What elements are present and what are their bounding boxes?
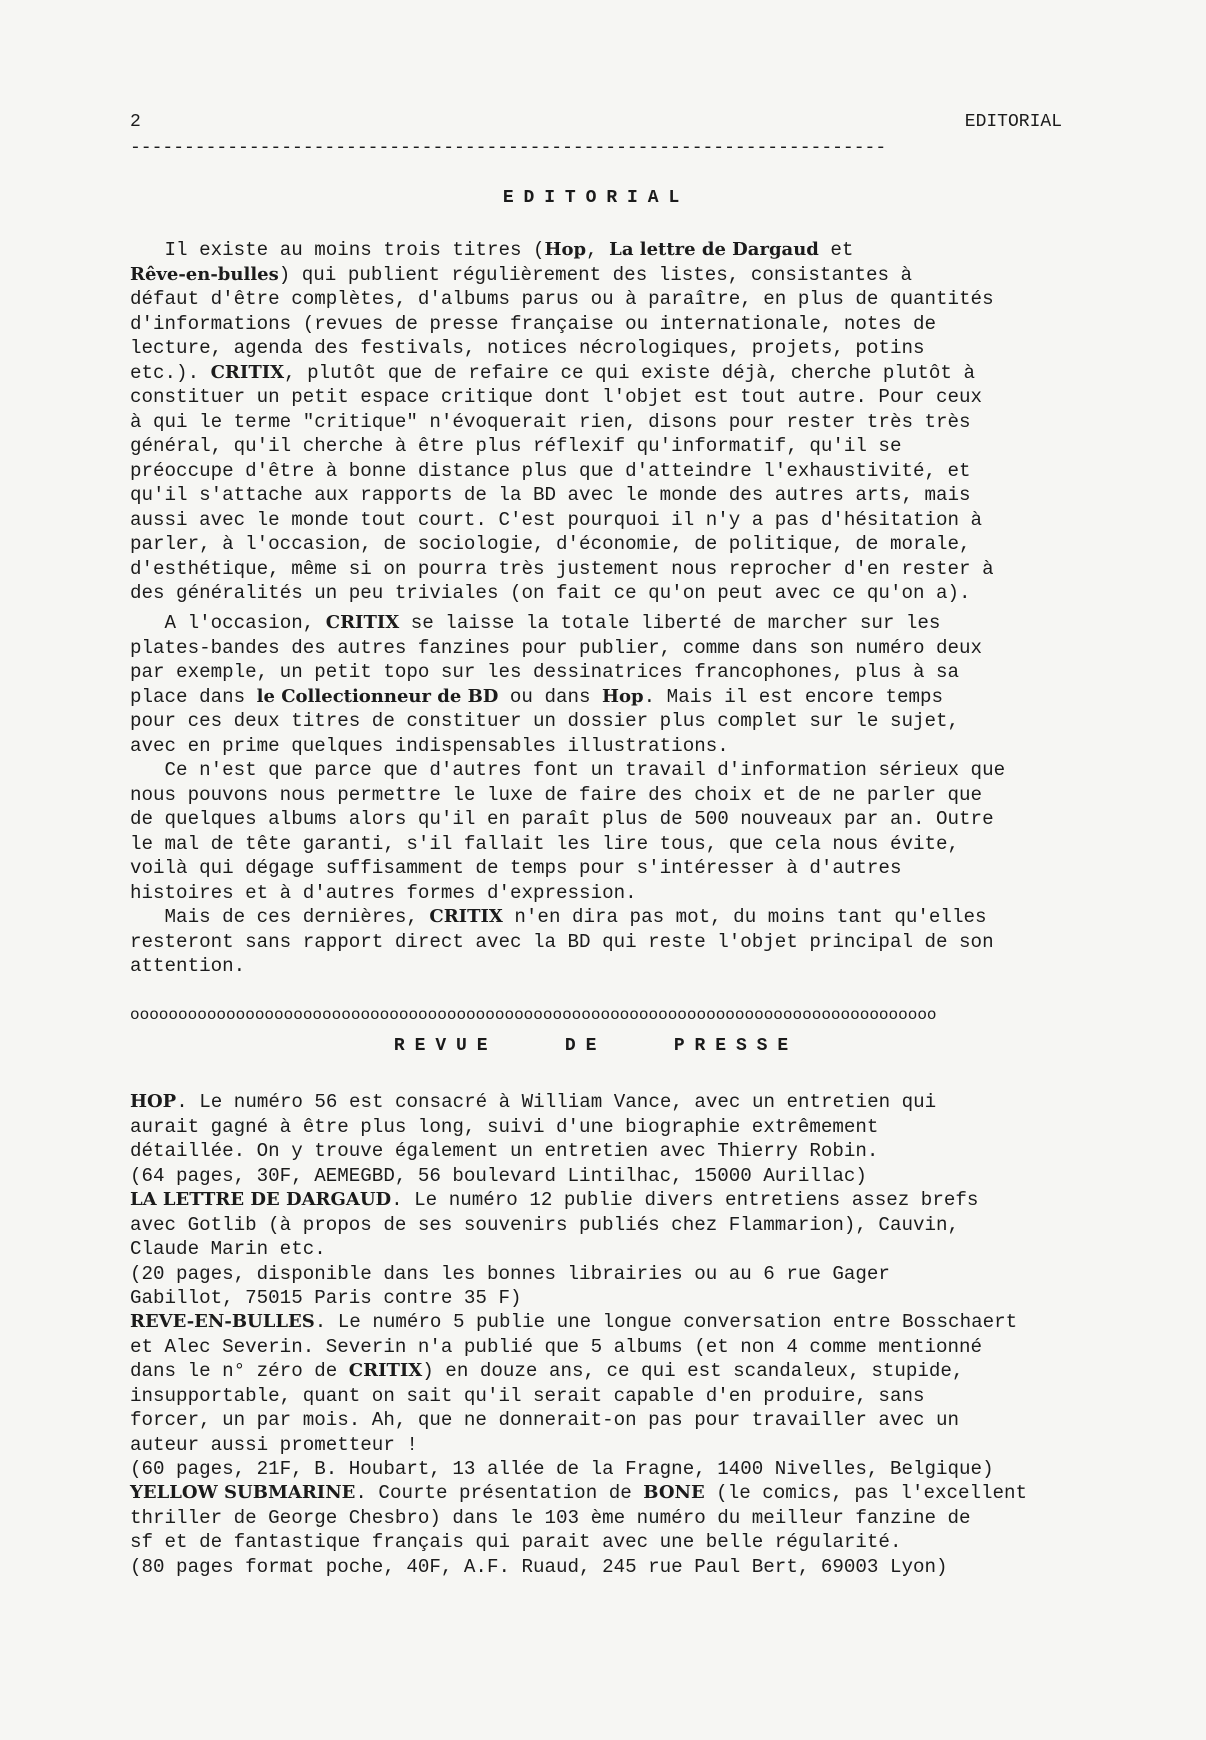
- press-review-entry: LA LETTRE DE DARGAUD. Le numéro 12 publie divers entretiens assez brefs avec Gotlib (à propos de ses souvenirs publiés chez Flammarion), Cauvin, Claude Marin etc. (20 pages, disponible dans les bonnes librairies ou au 6 rue Gager Gabillot, 75015 Paris contre 35 F): [130, 1189, 979, 1309]
- bold-title: YELLOW SUBMARINE: [130, 1482, 356, 1503]
- page-number: 2: [130, 112, 141, 132]
- page-header: [130, 112, 1062, 136]
- bold-title: BONE: [643, 1482, 705, 1503]
- section-title: EDITORIAL: [964, 112, 1062, 132]
- bold-title: CRITIX: [429, 906, 503, 927]
- bold-title: REVE-EN-BULLES: [130, 1311, 315, 1332]
- bold-title: Rêve-en-bulles: [130, 263, 279, 285]
- dashed-divider: ----------------------------------------------------------------------: [130, 138, 887, 158]
- revue-heading: REVUE DE PRESSE: [393, 1036, 799, 1056]
- editorial-paragraph: Il existe au moins trois titres (Hop, La lettre de Dargaud et Rêve-en-bulles) qui publient régulièrement des listes, consistantes à défaut d'être complètes, d'albums parus ou à paraître, en plus de quantités d'informations (revues de presse française ou internationale, notes de lecture, agenda des festivals, notices nécrologiques, projets, potins etc.). CRITIX, plutôt que de refaire ce qui existe déjà, cherche plutôt à constituer un petit espace critique dont l'objet est tout autre. Pour ceux à qui le terme "critique" n'évoquerait rien, disons pour rester très très général, qu'il cherche à être plus réflexif qu'informatif, qu'il se préoccupe d'être à bonne distance plus que d'atteindre l'exhaustivité, et qu'il s'attache aux rapports de la BD avec le monde des autres arts, mais aussi avec le monde tout court. C'est pourquoi il n'y a pas d'hésitation à parler, à l'occasion, de sociologie, d'économie, de politique, de morale, d'esthétique, même si on pourra très justement nous reprocher d'en rester à des généralités un peu triviales (on fait ce qu'on peut avec ce qu'on a).: [130, 239, 994, 604]
- bold-title: Hop: [544, 239, 587, 260]
- bold-title: CRITIX: [325, 612, 400, 633]
- editorial-paragraph: Ce n'est que parce que d'autres font un travail d'information sérieux que nous pouvons nous permettre le luxe de faire des choix et de ne parler que de quelques albums alors qu'il en paraît plus de 500 nouveaux par an. Outre le mal de tête garanti, s'il fallait les lire tous, que cela nous évite, voilà qui dégage suffisamment de temps pour s'intéresser à d'autres histoires et à d'autres formes d'expression.: [130, 759, 1006, 904]
- bold-title: le Collectionneur de BD: [256, 685, 499, 707]
- bold-title: CRITIX: [210, 361, 285, 383]
- bold-title: Hop: [602, 685, 644, 707]
- bold-title: La lettre de Dargaud: [609, 239, 819, 260]
- editorial-heading: EDITORIAL: [502, 188, 690, 208]
- press-review-entry: HOP. Le numéro 56 est consacré à William Vance, avec un entretien qui aurait gagné à être plus long, suivi d'une biographie extrêmement détaillée. On y trouve également un entretien avec Thierry Robin. (64 pages, 30F, AEMEGBD, 56 boulevard Lintilhac, 15000 Aurillac): [130, 1091, 937, 1187]
- press-review-entry: REVE-EN-BULLES. Le numéro 5 publie une longue conversation entre Bosschaert et Alec Severin. Severin n'a publié que 5 albums (et non 4 comme mentionné dans le n° zéro de CRITIX) en douze ans, ce qui est scandaleux, stupide, insupportable, quant on sait qu'il serait capable d'en produire, sans forcer, un par mois. Ah, que ne donnerait-on pas pour travailler avec un auteur aussi prometteur ! (60 pages, 21F, B. Houbart, 13 allée de la Fragne, 1400 Nivelles, Belgique): [130, 1311, 1018, 1480]
- bold-title: CRITIX: [348, 1360, 423, 1381]
- editorial-paragraph: Mais de ces dernières, CRITIX n'en dira pas mot, du moins tant qu'elles resteront sans rapport direct avec la BD qui reste l'objet principal de son attention.: [130, 906, 994, 977]
- bold-title: LA LETTRE DE DARGAUD: [130, 1189, 392, 1210]
- editorial-paragraph: A l'occasion, CRITIX se laisse la totale liberté de marcher sur les plates-bandes des autres fanzines pour publier, comme dans son numéro deux par exemple, un petit topo sur les dessinatrices francophones, plus à sa place dans le Collectionneur de BD ou dans Hop. Mais il est encore temps pour ces deux titres de constituer un dossier plus complet sur le sujet, avec en prime quelques indispensables illustrations.: [130, 612, 983, 757]
- dotted-divider: oooooooooooooooooooooooooooooooooooooooooooooooooooooooooooooooooooooooooooooooooooo: [130, 1006, 937, 1024]
- press-review-entry: YELLOW SUBMARINE. Courte présentation de BONE (le comics, pas l'excellent thriller de George Chesbro) dans le 103 ème numéro du meilleur fanzine de sf et de fantastique français qui parait avec une belle régularité. (80 pages format poche, 40F, A.F. Ruaud, 245 rue Paul Bert, 69003 Lyon): [130, 1482, 1028, 1578]
- bold-title: HOP: [130, 1091, 177, 1112]
